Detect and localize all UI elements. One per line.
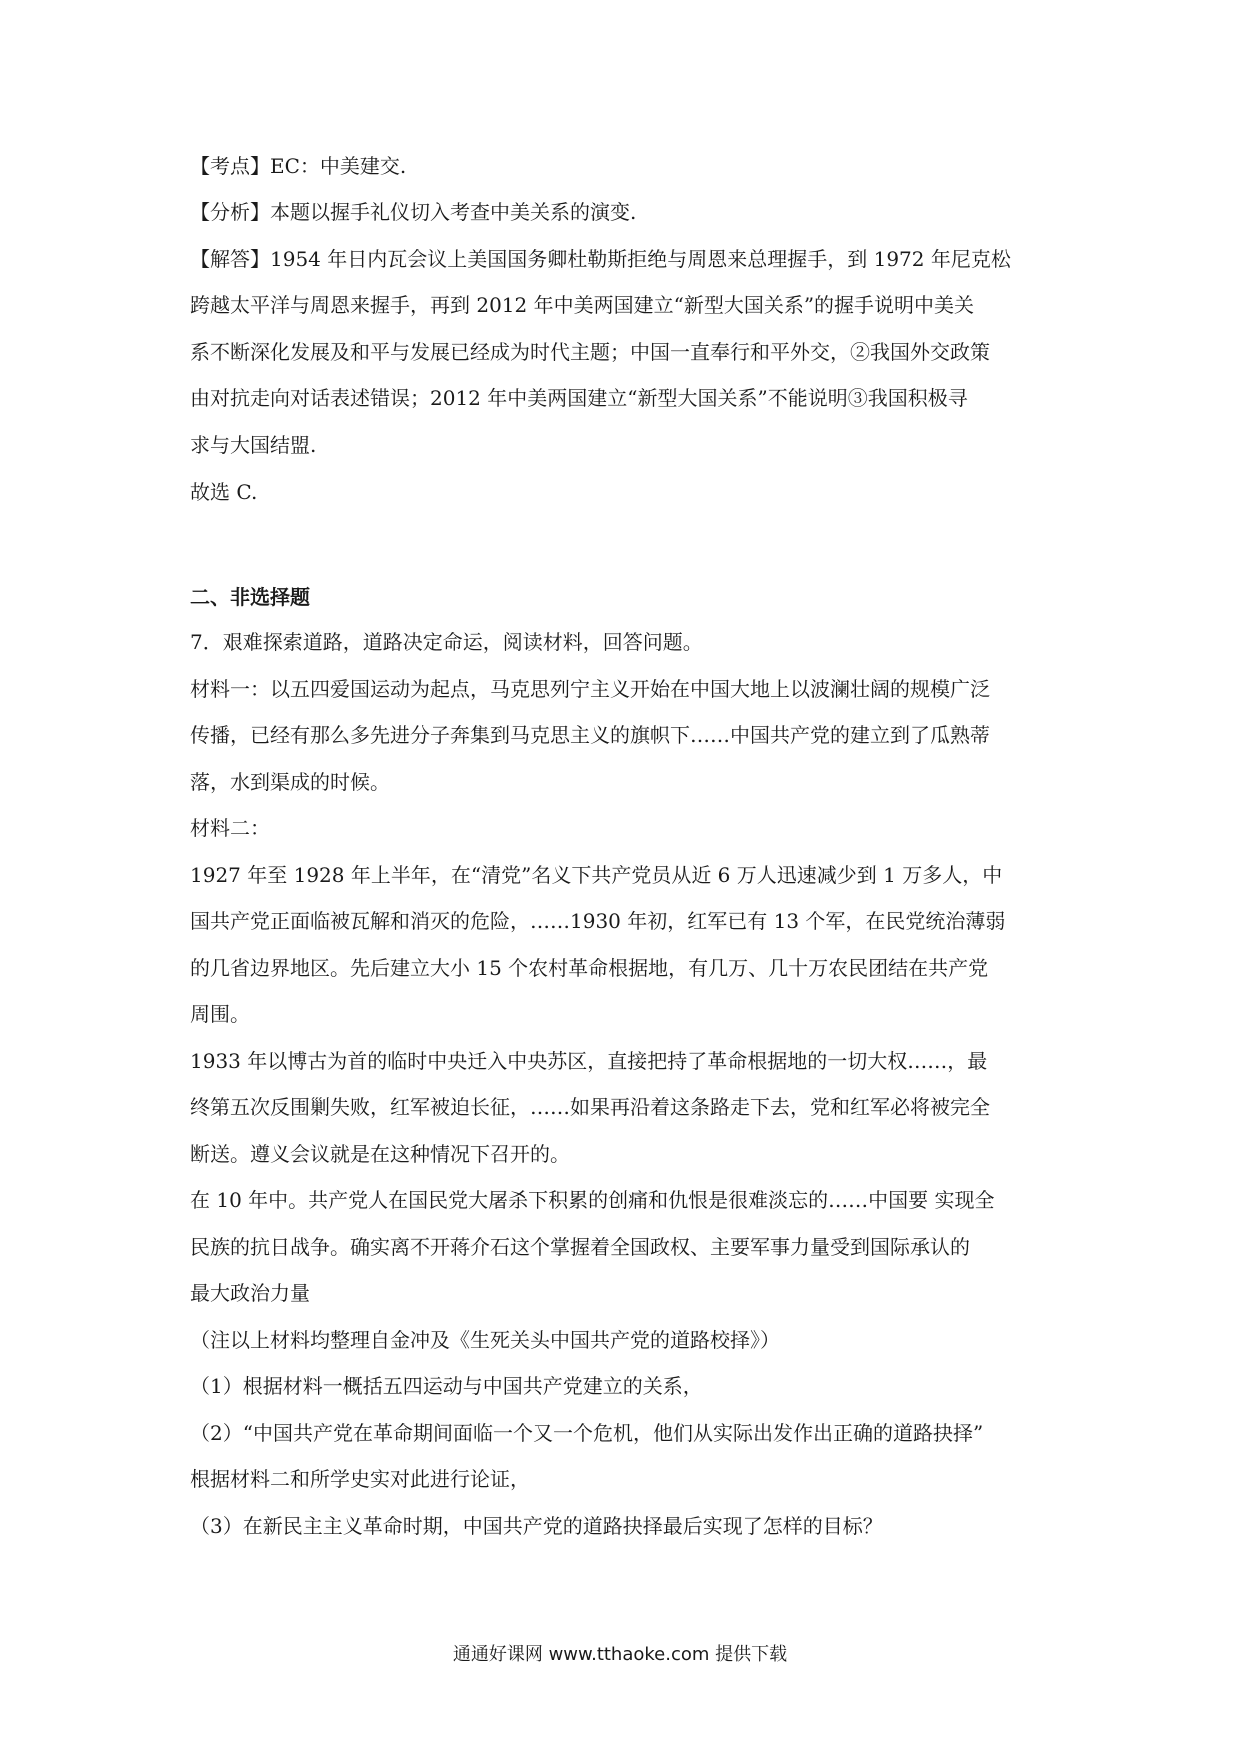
sub-question: 根据材料二和所学史实对此进行论证， xyxy=(190,1467,530,1491)
fenxi-line: 【分析】本题以握手礼仪切入考查中美关系的演变. xyxy=(190,200,637,224)
material-two-line: 国共产党正面临被瓦解和消灭的危险，……1930 年初，红军已有 13 个军，在民党统治薄弱 xyxy=(190,909,1006,933)
material-two-line: 1927 年至 1928 年上半年，在“清党”名义下共产党员从近 6 万人迅速减少到 1 万多人，中 xyxy=(190,863,1003,887)
material-two-line: 的几省边界地区。先后建立大小 15 个农村革命根据地，有几万、几十万农民团结在共产党 xyxy=(190,956,989,980)
section-heading: 二、非选择题 xyxy=(190,585,310,609)
material-two-line: 1933 年以博古为首的临时中央迁入中央苏区，直接把持了革命根据地的一切大权……，最 xyxy=(190,1049,988,1073)
material-two-line: 民族的抗日战争。确实离不开蒋介石这个掌握着全国政权、主要军事力量受到国际承认的 xyxy=(190,1235,970,1259)
sub-question: （2）“中国共产党在革命期间面临一个又一个危机，他们从实际出发作出正确的道路抉择” xyxy=(190,1421,984,1445)
material-two-line: 在 10 年中。共产党人在国民党大屠杀下积累的创痛和仇恨是很难淡忘的……中国要 实现全 xyxy=(190,1188,995,1212)
material-two-line: 周围。 xyxy=(190,1002,250,1026)
material-two-line: 终第五次反围剿失败，红军被迫长征，……如果再沿着这条路走下去，党和红军必将被完全 xyxy=(190,1095,990,1119)
material-one-line: 传播，已经有那么多先进分子奔集到马克思主义的旗帜下……中国共产党的建立到了瓜熟蒂 xyxy=(190,723,990,747)
source-note: （注以上材料均整理自金冲及《生死关头中国共产党的道路校择》） xyxy=(190,1328,780,1352)
kaodian-line: 【考点】EC：中美建交. xyxy=(190,154,407,178)
question-title: 7．艰难探索道路，道路决定命运，阅读材料，回答问题。 xyxy=(190,630,703,654)
jieda-line: 系不断深化发展及和平与发展已经成为时代主题；中国一直奉行和平外交，②我国外交政策 xyxy=(190,340,990,364)
material-two-line: 最大政治力量 xyxy=(190,1281,310,1305)
jieda-line: 由对抗走向对话表述错误；2012 年中美两国建立“新型大国关系”不能说明③我国积极寻 xyxy=(190,386,968,410)
material-two-line: 断送。遵义会议就是在这种情况下召开的。 xyxy=(190,1142,570,1166)
sub-question: （3）在新民主主义革命时期，中国共产党的道路抉择最后实现了怎样的目标？ xyxy=(190,1514,883,1538)
material-two-label: 材料二： xyxy=(190,816,270,840)
material-one-line: 落，水到渠成的时候。 xyxy=(190,770,390,794)
jieda-line: 求与大国结盟. xyxy=(190,433,317,457)
jieda-line: 跨越太平洋与周恩来握手，再到 2012 年中美两国建立“新型大国关系”的握手说明中美关 xyxy=(190,293,975,317)
jieda-line: 【解答】1954 年日内瓦会议上美国国务卿杜勒斯拒绝与周恩来总理握手，到 1972 年尼克松 xyxy=(190,247,1011,271)
sub-question: （1）根据材料一概括五四运动与中国共产党建立的关系， xyxy=(190,1374,703,1398)
conclusion-line: 故选 C. xyxy=(190,480,258,504)
material-one-line: 材料一：以五四爱国运动为起点，马克思列宁主义开始在中国大地上以波澜壮阔的规模广泛 xyxy=(190,677,990,701)
page-footer: 通通好课网 www.tthaoke.com 提供下载 xyxy=(452,1644,788,1665)
